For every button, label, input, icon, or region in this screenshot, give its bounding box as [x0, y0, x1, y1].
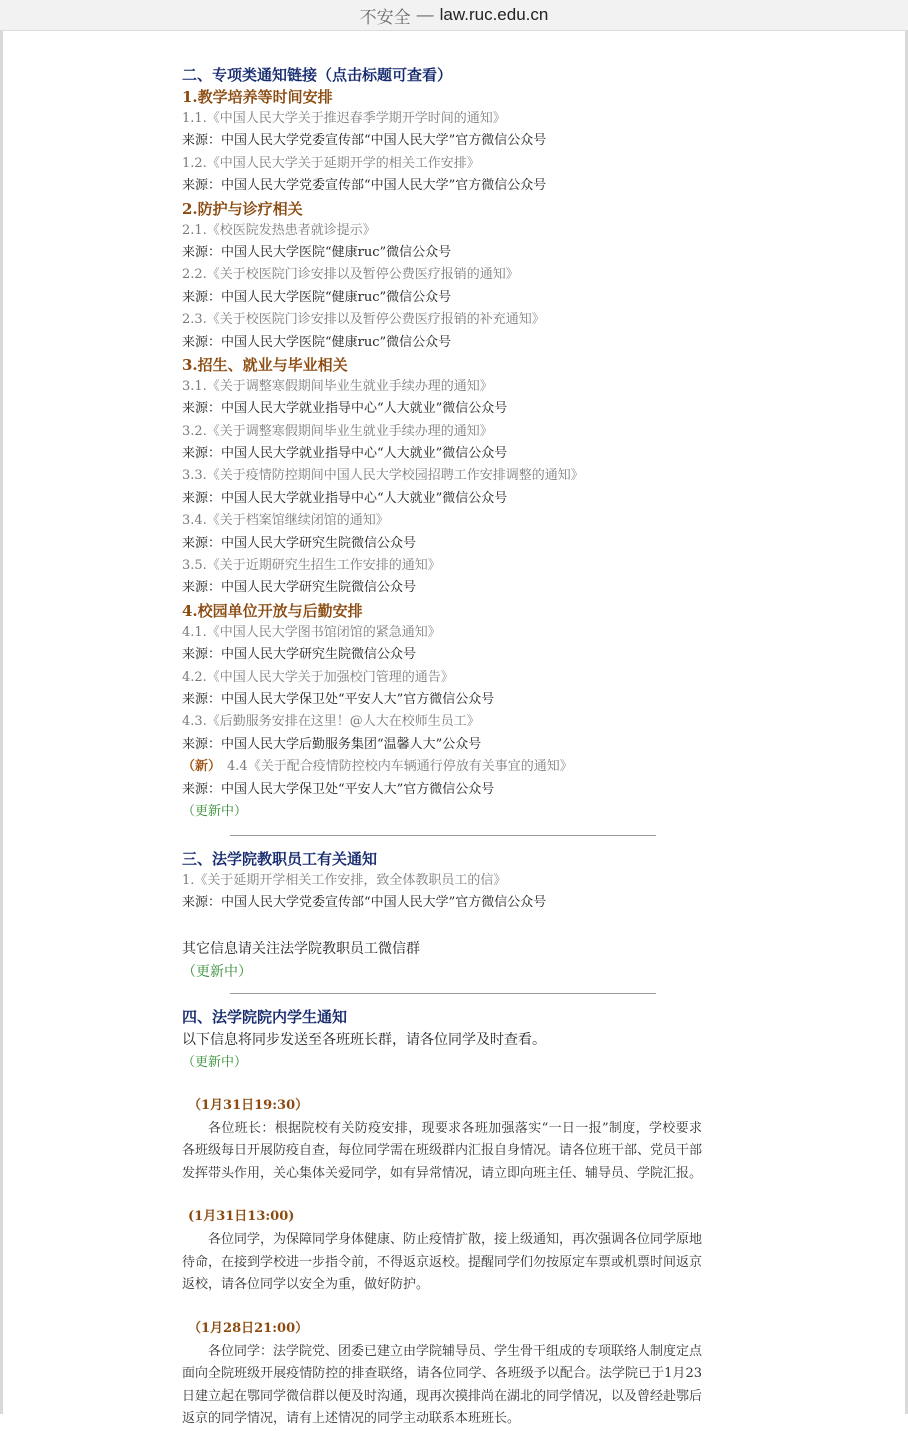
notice-source: 来源：中国人民大学医院“健康ruc”微信公众号	[182, 334, 452, 350]
browser-url-bar[interactable]	[0, 0, 908, 31]
notice-link[interactable]: 4.4《关于配合疫情防控校内车辆通行停放有关事宜的通知》	[227, 759, 573, 775]
other-info-text: 其它信息请关注法学院教职员工微信群	[182, 940, 420, 957]
notice-link[interactable]: 2.3.《关于校医院门诊安排以及暂停公费医疗报销的补充通知》	[182, 312, 545, 328]
url-host: law.ruc.edu.cn	[439, 5, 549, 24]
updating-note: （更新中）	[182, 963, 252, 980]
section3-title: 三、法学院教职员工有关通知	[182, 849, 378, 868]
notice-source: 来源：中国人民大学保卫处“平安人大”官方微信公众号	[182, 691, 495, 707]
notice-source: 来源：中国人民大学研究生院微信公众号	[182, 647, 417, 663]
notice-link[interactable]: 4.1.《中国人民大学图书馆闭馆的紧急通知》	[182, 624, 441, 640]
notice-source: 来源：中国人民大学保卫处“平安人大”官方微信公众号	[182, 781, 495, 797]
notice-link[interactable]: 3.1.《关于调整寒假期间毕业生就业手续办理的通知》	[182, 378, 493, 394]
notice-source: 来源：中国人民大学后勤服务集团“温馨人大”公众号	[182, 736, 482, 752]
left-border	[0, 31, 3, 1414]
category-title: 4.校园单位开放与后勤安排	[182, 601, 363, 620]
notice-source: 来源：中国人民大学研究生院微信公众号	[182, 580, 417, 596]
updating-note: （更新中）	[182, 803, 248, 819]
security-status: 不安全	[359, 7, 411, 27]
notice-link[interactable]: 3.2.《关于调整寒假期间毕业生就业手续办理的通知》	[182, 423, 493, 439]
category-title: 2.防护与诊疗相关	[182, 199, 303, 218]
category-title: 3.招生、就业与毕业相关	[182, 355, 348, 374]
notice-paragraph: 各位同学：法学院党、团委已建立由学院辅导员、学生骨干组成的专项联络人制度定点面向全院班级开展疫情防控的排查联络，请各位同学、各班级予以配合。法学院已于1月23日建立起在鄂同学微信群以便及时沟通，现再次摸排尚在湖北的同学情况，以及曾经赴鄂后返京的同学情况，请有上述情况的同学主动联系本班班长。	[182, 1343, 703, 1427]
new-tag: （新）	[182, 759, 222, 775]
notice-link[interactable]: 2.2.《关于校医院门诊安排以及暂停公费医疗报销的通知》	[182, 267, 519, 283]
notice-link[interactable]: 1.《关于延期开学相关工作安排，致全体教职员工的信》	[182, 872, 507, 888]
updating-note: （更新中）	[182, 1054, 248, 1070]
notice-source: 来源：中国人民大学就业指导中心“人大就业”微信公众号	[182, 446, 508, 462]
notice-link[interactable]: 1.2.《中国人民大学关于延期开学的相关工作安排》	[182, 155, 480, 171]
notice-source: 来源：中国人民大学党委宣传部“中国人民大学”官方微信公众号	[182, 178, 547, 194]
notice-source: 来源：中国人民大学党委宣传部“中国人民大学”官方微信公众号	[182, 133, 547, 149]
notice-source: 来源：中国人民大学医院“健康ruc”微信公众号	[182, 244, 452, 260]
notice-paragraph: 各位班长：根据院校有关防疫安排，现要求各班加强落实“一日一报”制度，学校要求各班级每日开展防疫自查，每位同学需在班级群内汇报自身情况。请各位班干部、党员干部发挥带头作用，关心集体关爱同学，如有异常情况，请立即向班主任、辅导员、学院汇报。	[182, 1120, 703, 1181]
notice-source: 来源：中国人民大学就业指导中心“人大就业”微信公众号	[182, 490, 508, 506]
notice-source: 来源：中国人民大学就业指导中心“人大就业”微信公众号	[182, 401, 508, 417]
notice-timestamp: （1月28日21:00）	[188, 1320, 309, 1336]
notice-link[interactable]: 3.4.《关于档案馆继续闭馆的通知》	[182, 513, 389, 529]
notice-link[interactable]: 1.1.《中国人民大学关于推迟春季学期开学时间的通知》	[182, 111, 506, 126]
notice-timestamp: (1月31日13:00)	[188, 1209, 295, 1225]
section4-intro: 以下信息将同步发送至各班班长群，请各位同学及时查看。	[182, 1031, 546, 1048]
notice-source: 来源：中国人民大学研究生院微信公众号	[182, 535, 417, 551]
notice-link[interactable]: 2.1.《校医院发热患者就诊提示》	[182, 222, 376, 238]
notice-source: 来源：中国人民大学党委宣传部“中国人民大学”官方微信公众号	[182, 895, 547, 911]
url-separator: —	[416, 5, 434, 24]
notice-link[interactable]: 3.5.《关于近期研究生招生工作安排的通知》	[182, 558, 441, 574]
new-notice-row[interactable]	[182, 756, 702, 778]
notice-source: 来源：中国人民大学医院“健康ruc”微信公众号	[182, 289, 452, 305]
notice-content	[182, 64, 702, 1431]
page-frame	[0, 31, 908, 1427]
notice-link[interactable]: 3.3.《关于疫情防控期间中国人民大学校园招聘工作安排调整的通知》	[182, 468, 584, 484]
section4-title: 四、法学院院内学生通知	[182, 1007, 348, 1026]
section2-title: 二、专项类通知链接（点击标题可查看）	[182, 66, 453, 84]
category-title: 1.教学培养等时间安排	[182, 88, 333, 106]
notice-timestamp: （1月31日19:30）	[188, 1097, 309, 1113]
notice-link[interactable]: 4.2.《中国人民大学关于加强校门管理的通告》	[182, 669, 454, 685]
notice-link[interactable]: 4.3.《后勤服务安排在这里！@人大在校师生员工》	[182, 714, 480, 730]
notice-paragraph: 各位同学，为保障同学身体健康、防止疫情扩散，接上级通知，再次强调各位同学原地待命，在接到学校进一步指令前，不得返京返校。提醒同学们勿按原定车票或机票时间返京返校，请各位同学以安全为重，做好防护。	[182, 1232, 703, 1293]
